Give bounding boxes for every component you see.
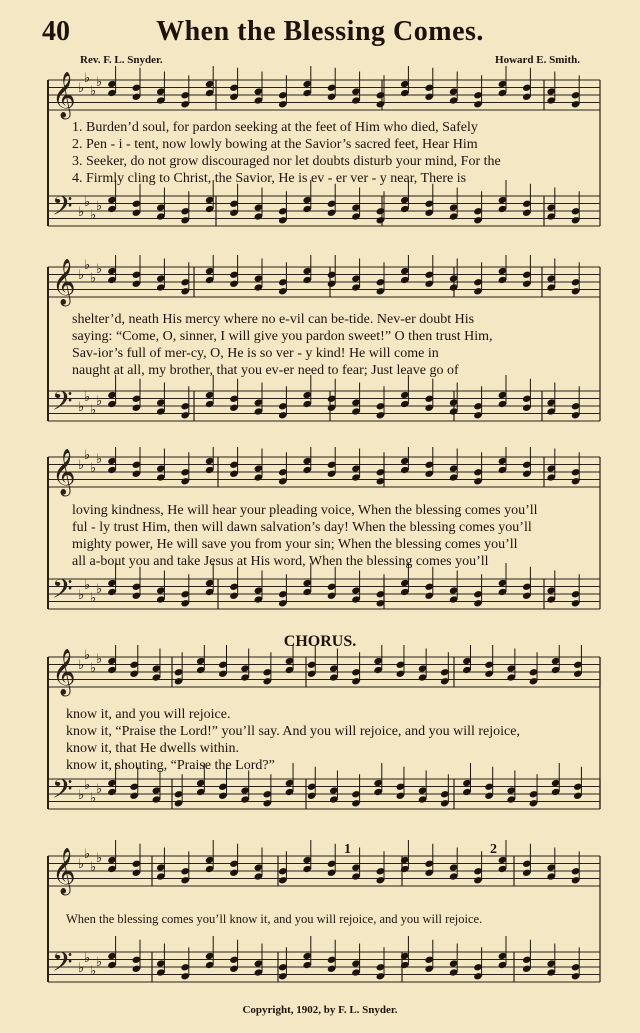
final-lyric-line: When the blessing comes you’ll know it, and you will rejoice, and you will rejoice.: [66, 912, 483, 926]
svg-text:♭: ♭: [96, 782, 103, 797]
verse-lyrics-system-2: [72, 311, 607, 379]
composer-credit: Howard E. Smith.: [495, 54, 580, 66]
svg-text:♭: ♭: [90, 591, 97, 606]
svg-text:♭: ♭: [84, 195, 91, 210]
svg-text:♭: ♭: [78, 658, 85, 673]
svg-text:♭: ♭: [84, 778, 91, 793]
svg-text:♭: ♭: [78, 205, 85, 220]
lyric-line: 1. Burden’d soul, for pardon seeking at the feet of Him who died, Safely: [72, 120, 478, 135]
svg-text:♭: ♭: [84, 648, 91, 663]
svg-text:𝄢: 𝄢: [52, 190, 73, 228]
ending-2-label: 2: [490, 842, 497, 857]
lyric-line: 2. Pen - i - tent, now lowly bowing at the Savior’s sacred feet, Hear Him: [72, 137, 478, 152]
lyric-line: know it, shouting, “Praise the Lord?”: [66, 758, 275, 773]
svg-text:♭: ♭: [78, 400, 85, 415]
lyric-line: loving kindness, He will hear your pleading voice, When the blessing comes you’ll: [72, 503, 538, 518]
svg-text:♭: ♭: [78, 788, 85, 803]
svg-text:♭: ♭: [78, 588, 85, 603]
copyright-notice: Copyright, 1902, by F. L. Snyder.: [242, 1004, 398, 1016]
lyric-line: 3. Seeker, do not grow discouraged nor let doubts disturb your mind, For the: [72, 154, 501, 169]
verse-lyrics-system-1: [72, 119, 607, 187]
svg-text:♭: ♭: [96, 955, 103, 970]
lyric-line: know it, “Praise the Lord!” you’ll say. And you will rejoice, and you will rejoice,: [66, 724, 520, 739]
svg-text:♭: ♭: [84, 71, 91, 86]
lyric-line: all a-bout you and take Jesus at His word, When the blessing comes you’ll: [72, 554, 489, 569]
svg-text:♭: ♭: [90, 791, 97, 806]
svg-text:♭: ♭: [96, 652, 103, 667]
hymn-title: When the Blessing Comes.: [156, 16, 484, 47]
svg-text:♭: ♭: [78, 961, 85, 976]
chorus-lyrics: [66, 706, 606, 774]
svg-text:𝄞: 𝄞: [52, 649, 76, 695]
svg-text:♭: ♭: [84, 448, 91, 463]
svg-text:♭: ♭: [90, 208, 97, 223]
svg-text:♭: ♭: [96, 582, 103, 597]
svg-text:♭: ♭: [96, 262, 103, 277]
chorus-label: CHORUS.: [283, 633, 357, 650]
lyric-line: mighty power, He will save you from your sin; When the blessing comes you’ll: [72, 537, 518, 552]
svg-text:𝄢: 𝄢: [52, 573, 73, 611]
svg-text:♭: ♭: [90, 403, 97, 418]
lyricist-credit: Rev. F. L. Snyder.: [80, 54, 163, 66]
svg-text:♭: ♭: [90, 964, 97, 979]
lyric-line: know it, and you will rejoice.: [66, 707, 231, 722]
lyric-line: Sav-ior’s full of mer-cy, O, He is so ver - y kind! He will come in: [72, 346, 439, 361]
svg-text:♭: ♭: [78, 857, 85, 872]
svg-text:♭: ♭: [90, 84, 97, 99]
svg-text:♭: ♭: [96, 394, 103, 409]
svg-text:♭: ♭: [96, 199, 103, 214]
lyric-line: naught at all, my brother, that you ev-er need to fear; Just leave go of: [72, 363, 459, 378]
svg-text:𝄢: 𝄢: [52, 385, 73, 423]
ending-1-label: 1: [344, 842, 351, 857]
svg-text:𝄞: 𝄞: [52, 449, 76, 495]
lyric-line: know it, that He dwells within.: [66, 741, 240, 756]
verse-lyrics-system-3: [72, 502, 607, 570]
svg-text:♭: ♭: [90, 860, 97, 875]
svg-text:𝄞: 𝄞: [52, 848, 76, 894]
svg-text:♭: ♭: [84, 847, 91, 862]
svg-text:♭: ♭: [96, 851, 103, 866]
svg-text:♭: ♭: [90, 661, 97, 676]
svg-text:♭: ♭: [84, 390, 91, 405]
svg-text:𝄢: 𝄢: [52, 773, 73, 811]
svg-text:♭: ♭: [78, 268, 85, 283]
lyric-line: ful - ly trust Him, then will dawn salvation’s day! When the blessing comes you’ll: [72, 520, 532, 535]
svg-text:𝄢: 𝄢: [52, 946, 73, 984]
svg-text:♭: ♭: [84, 578, 91, 593]
lyric-line: shelter’d, neath His mercy where no e-vil can be-tide. Nev-er doubt His: [72, 312, 475, 327]
svg-text:𝄞: 𝄞: [52, 259, 76, 305]
svg-text:♭: ♭: [96, 452, 103, 467]
svg-text:♭: ♭: [84, 258, 91, 273]
svg-text:♭: ♭: [78, 458, 85, 473]
svg-text:♭: ♭: [78, 81, 85, 96]
svg-text:♭: ♭: [90, 271, 97, 286]
lyric-line: 4. Firmly cling to Christ, the Savior, He is ev - er ver - y near, There is: [72, 171, 467, 186]
page-number: 40: [42, 16, 70, 47]
lyric-line: saying: “Come, O, sinner, I will give you pardon sweet!” O then trust Him,: [72, 329, 493, 344]
svg-text:♭: ♭: [84, 951, 91, 966]
svg-text:♭: ♭: [96, 75, 103, 90]
svg-text:♭: ♭: [90, 461, 97, 476]
svg-text:𝄞: 𝄞: [52, 72, 76, 118]
